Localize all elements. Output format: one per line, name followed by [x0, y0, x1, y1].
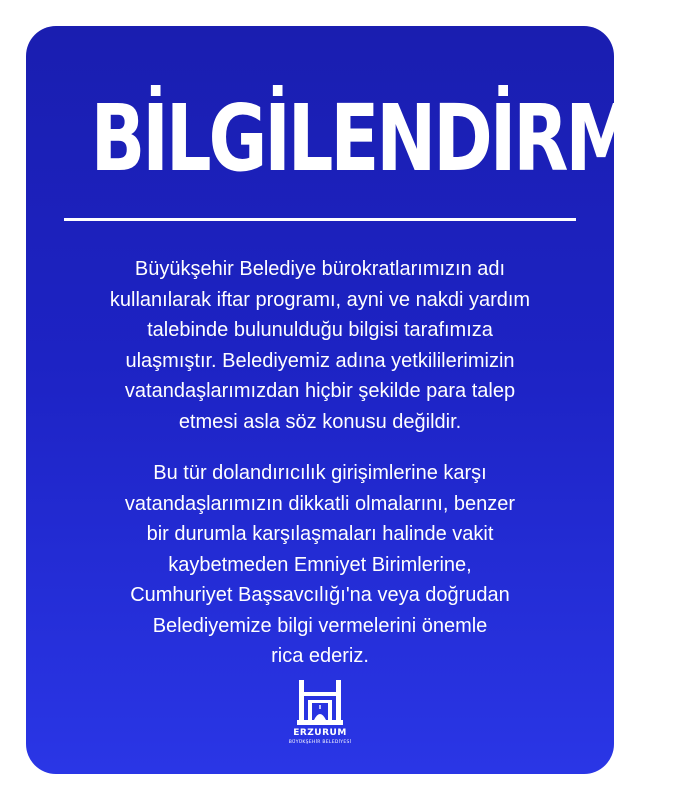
- erzurum-municipality-logo: [275, 678, 365, 758]
- announcement-paragraph-1: [66, 254, 574, 437]
- municipality-emblem-icon: [275, 678, 365, 728]
- paragraph-line: Cumhuriyet Başsavcılığı'na veya doğrudan: [130, 584, 510, 606]
- paragraph-line: etmesi asla söz konusu değildir.: [178, 410, 462, 433]
- announcement-card: [26, 26, 680, 774]
- paragraph-line: talebinde bulunulduğu bilgisi tarafımıza: [147, 319, 493, 341]
- paragraph-line: Belediyemize bilgi vermelerini önemle: [152, 614, 488, 637]
- announcement-title: BİLGİLENDİRME: [90, 85, 680, 192]
- announcement-paragraph-2: [66, 458, 574, 672]
- title-divider: [64, 218, 576, 221]
- logo-subtitle: BÜYÜKŞEHİR BELEDİYESİ: [288, 740, 352, 745]
- paragraph-line: kaybetmeden Emniyet Birimlerine,: [168, 553, 472, 576]
- paragraph-line: vatandaşlarımızın dikkatli olmalarını, benzer: [124, 492, 516, 515]
- logo-name: ERZURUM: [293, 728, 347, 738]
- paragraph-line: Bu tür dolandırıcılık girişimlerine karşı: [153, 462, 487, 484]
- paragraph-line: kullanılarak iftar programı, ayni ve nakdi yardım: [109, 288, 531, 311]
- paragraph-line: bir durumla karşılaşmaları halinde vakit: [146, 523, 494, 545]
- paragraph-line: vatandaşlarımızdan hiçbir şekilde para talep: [124, 380, 516, 402]
- paragraph-line: rica ederiz.: [271, 645, 369, 667]
- paragraph-line: ulaşmıştır. Belediyemiz adına yetkililerimizin: [125, 349, 515, 372]
- paragraph-line: Büyükşehir Belediye bürokratlarımızın adı: [134, 258, 506, 280]
